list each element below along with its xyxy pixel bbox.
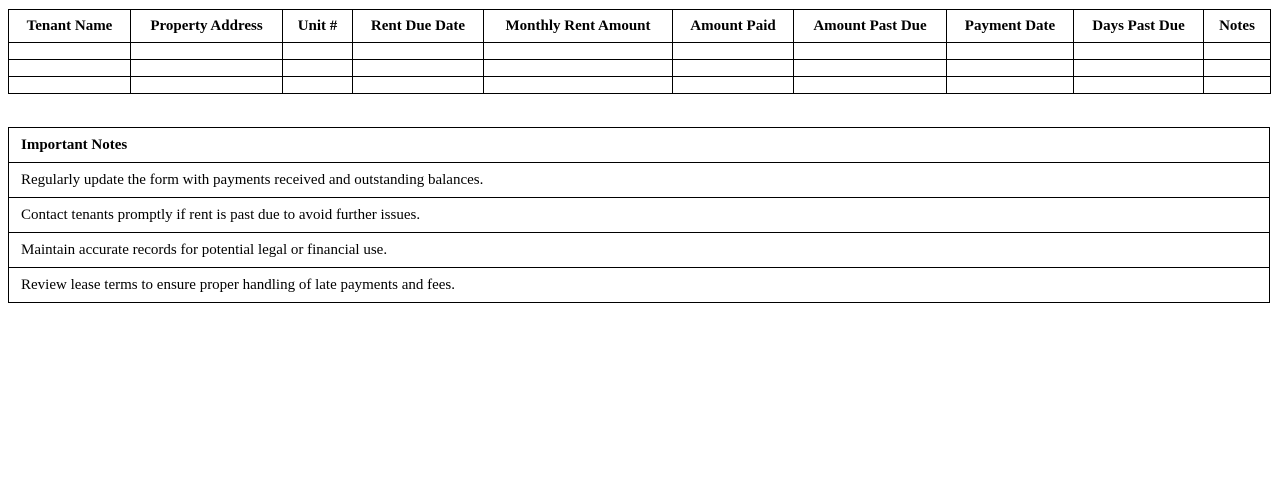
table-cell[interactable] [484, 77, 673, 94]
notes-row [9, 268, 1270, 303]
table-cell[interactable] [9, 77, 131, 94]
table-row [9, 60, 1271, 77]
note-item: Regularly update the form with payments received and outstanding balances. [9, 163, 1270, 198]
table-cell[interactable] [673, 43, 794, 60]
table-cell[interactable] [131, 60, 283, 77]
table-cell[interactable] [484, 60, 673, 77]
table-cell[interactable] [1074, 60, 1204, 77]
column-header-notes: Notes [1204, 10, 1271, 43]
notes-row [9, 163, 1270, 198]
table-row [9, 77, 1271, 94]
table-cell[interactable] [283, 43, 353, 60]
column-header-amount-paid: Amount Paid [673, 10, 794, 43]
notes-row [9, 233, 1270, 268]
column-header-payment-date: Payment Date [947, 10, 1074, 43]
table-cell[interactable] [794, 43, 947, 60]
table-cell[interactable] [673, 77, 794, 94]
note-item: Maintain accurate records for potential legal or financial use. [9, 233, 1270, 268]
table-cell[interactable] [1074, 43, 1204, 60]
table-cell[interactable] [484, 43, 673, 60]
table-cell[interactable] [131, 43, 283, 60]
table-cell[interactable] [1204, 60, 1271, 77]
table-cell[interactable] [947, 60, 1074, 77]
table-cell[interactable] [1204, 77, 1271, 94]
table-cell[interactable] [947, 43, 1074, 60]
table-cell[interactable] [1204, 43, 1271, 60]
table-cell[interactable] [283, 60, 353, 77]
column-header-days-past-due: Days Past Due [1074, 10, 1204, 43]
table-row [9, 43, 1271, 60]
table-cell[interactable] [283, 77, 353, 94]
table-cell[interactable] [947, 77, 1074, 94]
table-cell[interactable] [353, 60, 484, 77]
table-cell[interactable] [9, 43, 131, 60]
column-header-tenant-name: Tenant Name [9, 10, 131, 43]
notes-title: Important Notes [9, 128, 1270, 163]
table-cell[interactable] [673, 60, 794, 77]
table-cell[interactable] [353, 43, 484, 60]
column-header-rent-due-date: Rent Due Date [353, 10, 484, 43]
table-header-row [9, 10, 1271, 43]
note-item: Review lease terms to ensure proper handling of late payments and fees. [9, 268, 1270, 303]
table-cell[interactable] [9, 60, 131, 77]
table-cell[interactable] [794, 60, 947, 77]
notes-row [9, 198, 1270, 233]
column-header-monthly-rent-amount: Monthly Rent Amount [484, 10, 673, 43]
rent-tracker-table [8, 9, 1271, 94]
important-notes-table [8, 127, 1270, 303]
table-cell[interactable] [353, 77, 484, 94]
notes-header-row [9, 128, 1270, 163]
table-cell[interactable] [1074, 77, 1204, 94]
table-cell[interactable] [131, 77, 283, 94]
column-header-unit: Unit # [283, 10, 353, 43]
column-header-property-address: Property Address [131, 10, 283, 43]
table-cell[interactable] [794, 77, 947, 94]
note-item: Contact tenants promptly if rent is past due to avoid further issues. [9, 198, 1270, 233]
column-header-amount-past-due: Amount Past Due [794, 10, 947, 43]
